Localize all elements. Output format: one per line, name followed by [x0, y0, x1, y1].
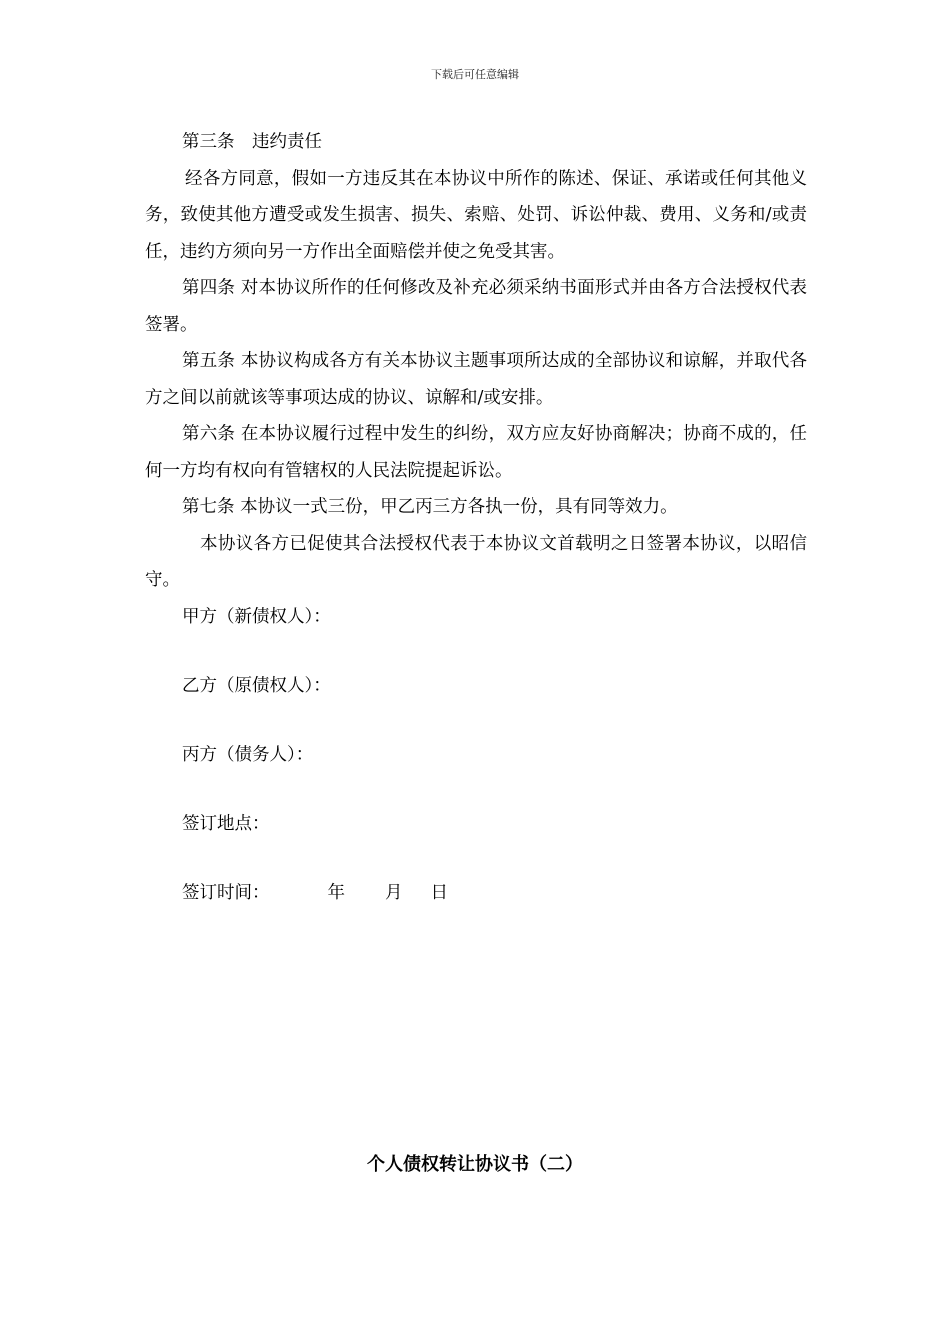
date-day: 日: [430, 882, 448, 903]
signing-place: 签订地点：: [182, 813, 270, 834]
article4-label: 第四条: [182, 278, 236, 298]
article5-text: 本协议构成各方有关本协议主题事项所达成的全部协议和谅解，并取代各方之间以前就该等事项达成的协议、谅解和/或安排。: [145, 351, 807, 408]
article6-text: 在本协议履行过程中发生的纠纷，双方应友好协商解决；协商不成的，任何一方均有权向有管辖权的人民法院提起诉讼。: [145, 424, 807, 481]
article7-label: 第七条: [182, 497, 235, 517]
party-b-signature: 乙方（原债权人）：: [182, 675, 331, 696]
article6: [145, 416, 807, 489]
signing-time-label: 签订时间：: [182, 882, 270, 903]
article5-label: 第五条: [182, 351, 236, 371]
signing-time: [145, 875, 807, 944]
article4: [145, 270, 807, 343]
article5: [145, 343, 807, 416]
party-a-signature: 甲方（新债权人）：: [182, 606, 331, 627]
article7: [145, 489, 807, 526]
article7-text: 本协议一式三份，甲乙丙三方各执一份，具有同等效力。: [240, 497, 678, 517]
article3-heading: 第三条 违约责任: [182, 132, 322, 152]
article3-body: [145, 161, 807, 271]
article3-text: 经各方同意，假如一方违反其在本协议中所作的陈述、保证、承诺或任何其他义务，致使其他方遭受或发生损害、损失、索赔、处罚、诉讼仲裁、费用、义务和/或责任，违约方须向另一方作出全面赔偿并使之免受其害。: [145, 168, 807, 262]
closing-text: 本协议各方已促使其合法授权代表于本协议文首载明之日签署本协议，以昭信守。: [145, 533, 807, 590]
closing-statement: [145, 526, 807, 599]
date-year: 年: [327, 882, 345, 903]
article4-text: 对本协议所作的任何修改及补充必须采纳书面形式并由各方合法授权代表签署。: [145, 278, 807, 335]
date-month: 月: [385, 882, 403, 903]
article6-label: 第六条: [182, 424, 236, 444]
document-body: [145, 124, 807, 944]
party-c-signature: 丙方（债务人）：: [182, 744, 314, 765]
page-header: 下载后可任意编辑: [431, 68, 519, 81]
next-document-title: 个人债权转让协议书（二）: [367, 1154, 583, 1175]
